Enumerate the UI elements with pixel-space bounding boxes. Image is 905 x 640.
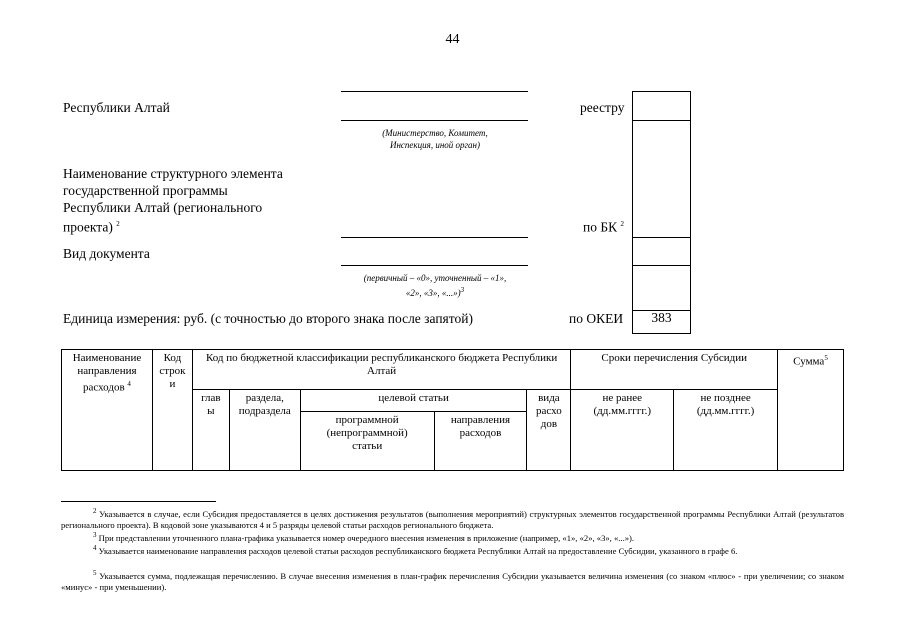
footnote-5-text: Указывается сумма, подлежащая перечислению. В случае внесения изменения в план-график перечисления Субсидии указывается величина изменения (со знаком «плюс» - при увеличении; со знаком «минус» - при уменьшении). <box>61 570 844 593</box>
element-label-sup: 2 <box>116 220 120 228</box>
col-expense-name-line2: направления <box>77 365 137 377</box>
col-sum-header <box>778 350 844 471</box>
sub-expense-type-header <box>527 390 571 471</box>
element-fill-line <box>341 237 528 238</box>
footnote-2-text: Указывается в случае, если Субсидия предоставляется в целях достижения результатов (выполнения мероприятий) структурных элементов государственной программы Республики Алтай (результатов регионального проекта). В кодовой зоне указываются 4 и 5 разряды целевой статьи расходов регионального бюджета. <box>61 508 844 531</box>
unit-label: Единица измерения: руб. (с точностью до второго знака после запятой) <box>63 311 473 326</box>
sub-program-line2: (непрограммной) <box>326 427 408 439</box>
col-expense-name-header <box>62 350 153 471</box>
ministry-fill-line <box>341 120 528 121</box>
footnote-4-text: Указывается наименование направления расходов целевой статьи расходов республиканского бюджета Республики Алтай на предоставление Субсидии, указанного в графе 6. <box>98 545 738 556</box>
sub-chapter-line2: ы <box>207 405 215 417</box>
doc-type-hint-line2: «2», «3», «...») <box>405 288 461 298</box>
sub-direction-line1: направления <box>450 414 511 426</box>
sub-chapter-header <box>192 390 229 471</box>
col-row-code-line3: и <box>169 378 176 390</box>
footnote-separator <box>61 501 216 502</box>
structural-element-label <box>63 165 343 236</box>
element-label-line2: государственной программы <box>63 183 228 198</box>
doc-type-label: Вид документа <box>63 246 150 261</box>
doc-type-hint-sup: 3 <box>460 286 465 294</box>
element-label-line1: Наименование структурного элемента <box>63 166 283 181</box>
page-number: 44 <box>445 32 460 47</box>
sub-not-before-line1: не ранее <box>602 392 643 404</box>
footnote-4-num: 4 <box>93 544 97 552</box>
bk-code-box[interactable] <box>632 119 691 238</box>
sub-not-after-header <box>674 390 778 471</box>
sub-not-before-line2: (дд.мм.гггг.) <box>593 405 652 417</box>
okei-box-divider <box>632 310 690 311</box>
republic-label: Республики Алтай <box>63 100 170 115</box>
ministry-hint-line2: Инспекция, иной орган) <box>389 140 481 150</box>
element-label-line4: проекта) <box>63 219 113 235</box>
sub-chapter-line1: глав <box>201 392 221 404</box>
col-expense-name-sup: 4 <box>127 380 131 388</box>
footnote-2 <box>61 506 844 532</box>
sub-direction-line2: расходов <box>459 427 502 439</box>
sub-expense-type-line2: расхо <box>536 405 562 417</box>
ministry-hint-line1: (Министерство, Комитет, <box>382 128 488 138</box>
doc-type-hint <box>330 272 540 299</box>
sub-program-line3: статьи <box>352 440 383 452</box>
footnote-5 <box>61 568 844 594</box>
reestr-label: реестру <box>580 100 625 115</box>
footnote-4 <box>61 543 844 557</box>
col-row-code-line1: Код <box>163 352 182 364</box>
okei-value: 383 <box>651 310 672 325</box>
bk-label-text: по БК <box>583 219 618 235</box>
col-expense-name-line3: расходов <box>82 381 125 394</box>
bk-label <box>583 216 624 236</box>
col-row-code-line2: строк <box>159 365 186 377</box>
reestr-code-box[interactable] <box>632 91 691 121</box>
subsidy-schedule-table <box>61 349 844 471</box>
sub-expense-type-line1: вида <box>538 392 560 404</box>
col-sum-text: Сумма <box>793 355 825 368</box>
sub-expense-type-line3: дов <box>540 418 558 430</box>
col-sum-sup: 5 <box>824 354 828 362</box>
okei-label: по ОКЕИ <box>569 311 624 326</box>
col-transfer-terms-header: Сроки перечисления Субсидии <box>571 350 778 390</box>
sub-section-line2: подраздела <box>238 405 291 417</box>
fill-line <box>341 91 528 92</box>
sub-section-line1: раздела, <box>245 392 284 404</box>
col-expense-name-line1: Наименование <box>72 352 142 364</box>
sub-section-header <box>229 390 300 471</box>
footnote-3-text: При представлении уточненного плана-графика указывается номер очередного внесения изменения в приложение (например, «1», «2», «3», «...»). <box>98 532 635 543</box>
col-row-code-header <box>152 350 192 471</box>
col-budget-classification-header: Код по бюджетной классификации республиканского бюджета Республики Алтай <box>192 350 570 390</box>
element-label-line3: Республики Алтай (регионального <box>63 200 263 215</box>
footnote-2-num: 2 <box>93 507 97 515</box>
footnote-5-num: 5 <box>93 569 97 577</box>
doc-type-fill-line <box>341 265 528 266</box>
sub-program-line1: программной <box>335 414 399 426</box>
footnote-3-num: 3 <box>93 531 97 539</box>
sub-not-after-line1: не позднее <box>700 392 751 404</box>
doc-type-code-box[interactable] <box>632 237 691 266</box>
ministry-hint <box>330 127 540 151</box>
sub-not-after-line2: (дд.мм.гггг.) <box>696 405 755 417</box>
sub-expense-direction-header <box>434 412 527 471</box>
sub-not-before-header <box>571 390 674 471</box>
doc-type-hint-line1: (первичный – «0», уточненный – «1», <box>363 273 507 283</box>
sub-program-article-header <box>300 412 434 471</box>
okei-code-box[interactable] <box>632 265 691 334</box>
sub-target-article-header: целевой статьи <box>300 390 527 412</box>
bk-label-sup: 2 <box>620 220 624 228</box>
